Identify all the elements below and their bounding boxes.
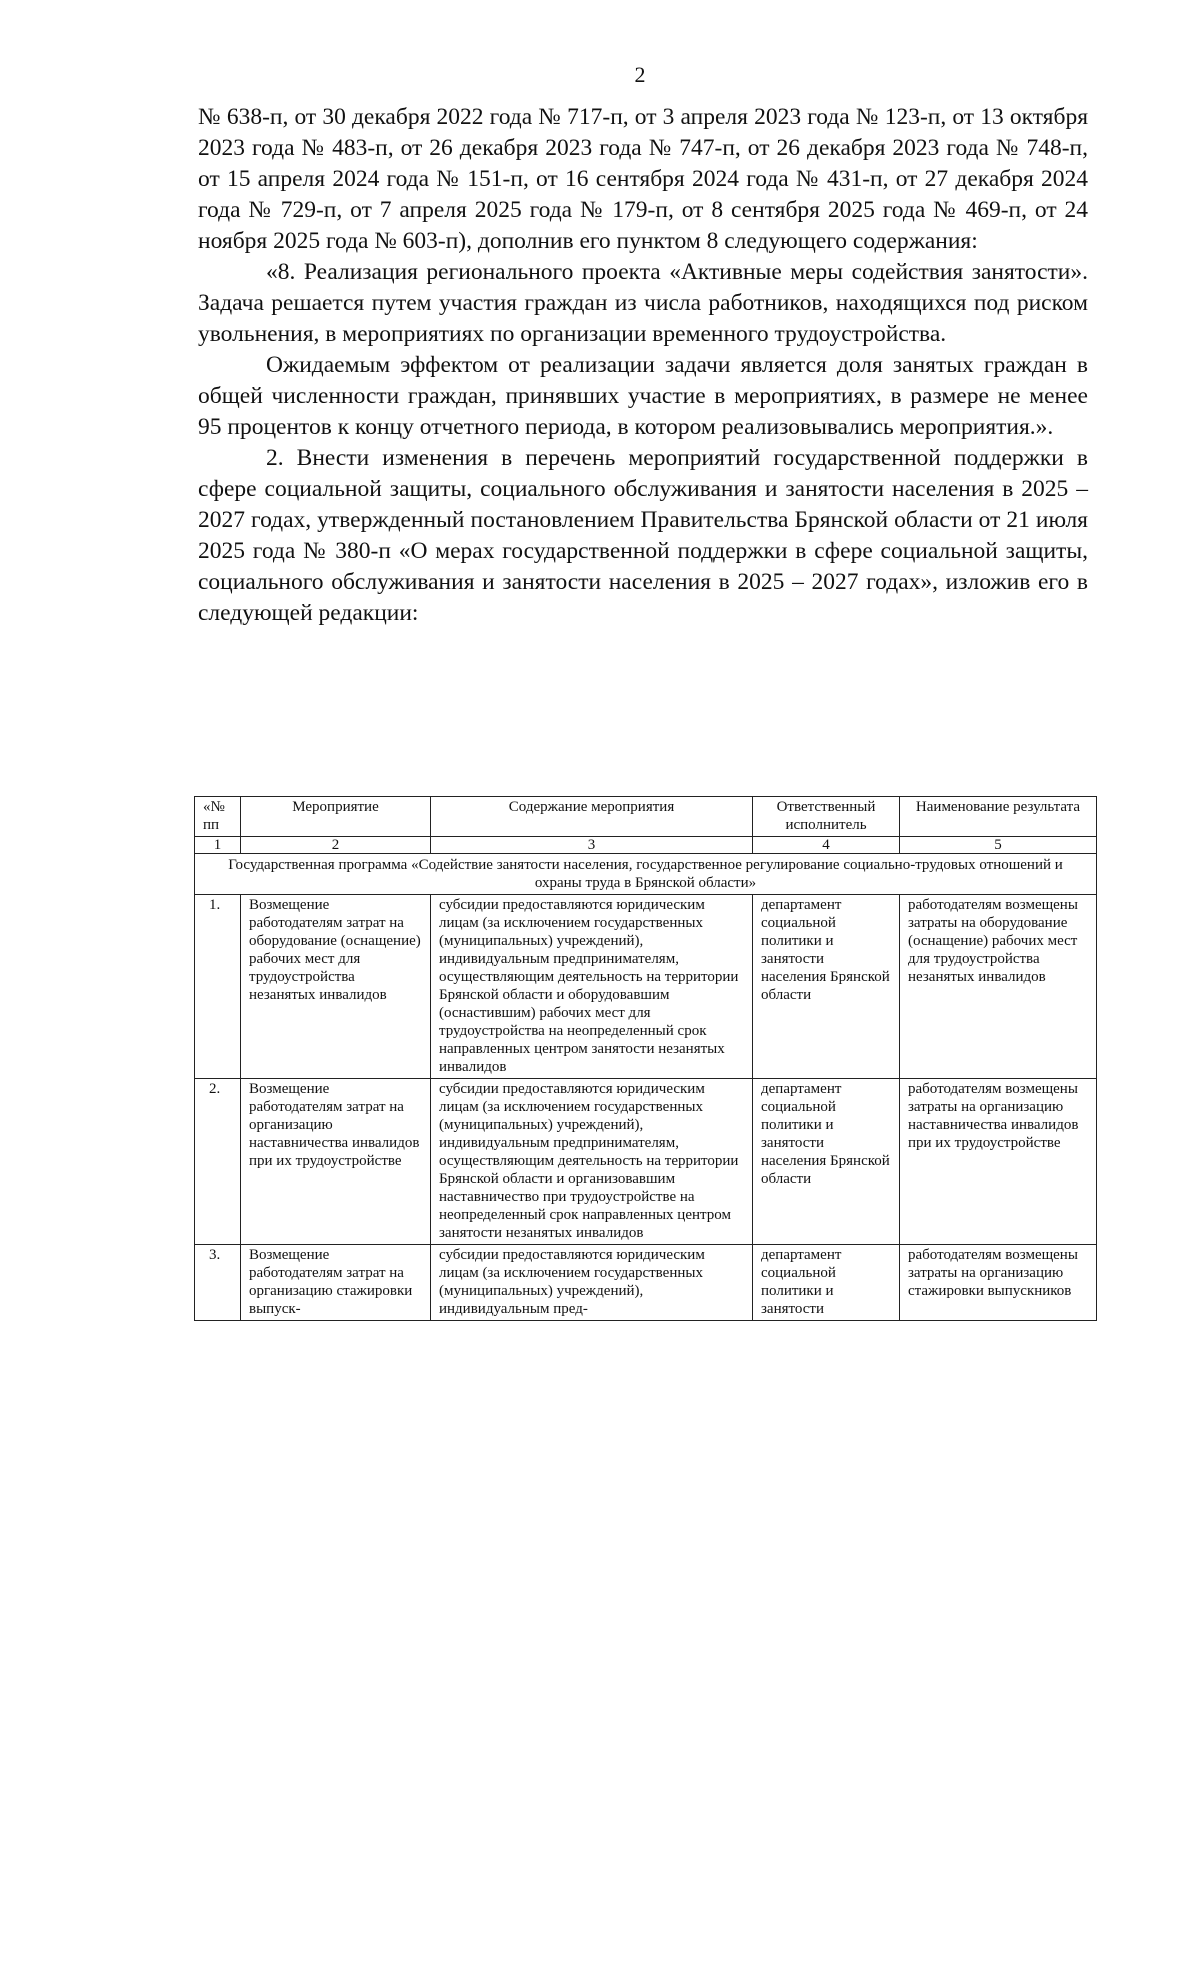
table-row — [195, 1079, 1097, 1245]
paragraph-point-8: «8. Реализация регионального проекта «Активные меры содействия занятости». Задача решается путем участия граждан из числа работников, находящихся под риском увольнения, в мероприятиях по организации временного трудоустройства. — [198, 259, 1088, 347]
row-content: субсидии предоставляются юридическим лицам (за исключением государственных (муниципальных) учреждений), индивидуальным предпринимателям, осуществляющим деятельность на территории Брянской области и оборудовавшим (оснастившим) рабочих мест для трудоустройства на неопределенный срок направленных центром занятости незанятых инвалидов — [431, 895, 753, 1079]
column-number: 5 — [900, 837, 1097, 854]
measures-table — [194, 796, 1097, 1321]
row-content: субсидии предоставляются юридическим лицам (за исключением государственных (муниципальных) учреждений), индивидуальным предпринимателям, осуществляющим деятельность на территории Брянской области и организовавшим наставничество при трудоустройстве на неопределенный срок направленных центром занятости незанятых инвалидов — [431, 1079, 753, 1245]
paragraph-expected-effect: Ожидаемым эффектом от реализации задачи является доля занятых граждан в общей численности граждан, принявших участие в мероприятиях, в размере не менее 95 процентов к концу отчетного периода, в котором реализовывались мероприятия.». — [198, 352, 1088, 440]
header-content: Содержание мероприятия — [431, 797, 753, 837]
row-measure: Возмещение работодателям затрат на организацию наставничества инвалидов при их трудоустройстве — [241, 1079, 431, 1245]
column-number: 1 — [195, 837, 241, 854]
paragraph-point-2: 2. Внести изменения в перечень мероприятий государственной поддержки в сфере социальной защиты, социального обслуживания и занятости населения в 2025 – 2027 годах, утвержденный постановлением Правительства Брянской области от 21 июля 2025 года № 380-п «О мерах государственной поддержки в сфере социальной защиты, социального обслуживания и занятости населения в 2025 – 2027 годах», изложив его в следующей редакции: — [198, 445, 1088, 626]
row-measure: Возмещение работодателям затрат на оборудование (оснащение) рабочих мест для трудоустройства незанятых инвалидов — [241, 895, 431, 1079]
row-content: субсидии предоставляются юридическим лицам (за исключением государственных (муниципальных) учреждений), индивидуальным пред- — [431, 1245, 753, 1321]
program-title-row — [195, 854, 1097, 895]
row-number: 3. — [195, 1245, 241, 1321]
table-row — [195, 895, 1097, 1079]
page-number: 2 — [634, 62, 646, 87]
paragraph-amendment-list: № 638-п, от 30 декабря 2022 года № 717-п, от 3 апреля 2023 года № 123-п, от 13 октября 2023 года № 483-п, от 26 декабря 2023 года № 747-п, от 26 декабря 2023 года № 748-п, от 15 апреля 2024 года № 151-п, от 16 сентября 2024 года № 431-п, от 27 декабря 2024 года № 729-п, от 7 апреля 2025 года № 179-п, от 8 сентября 2025 года № 469-п, от 24 ноября 2025 года № 603-п), дополнив его пунктом 8 следующего содержания: — [198, 104, 1088, 254]
table-row — [195, 1245, 1097, 1321]
document-body — [198, 102, 1088, 629]
row-measure: Возмещение работодателям затрат на организацию стажировки выпуск- — [241, 1245, 431, 1321]
row-result: работодателям возмещены затраты на оборудование (оснащение) рабочих мест для трудоустройства незанятых инвалидов — [900, 895, 1097, 1079]
row-executor: департамент социальной политики и занятости — [753, 1245, 900, 1321]
header-executor: Ответственный исполнитель — [753, 797, 900, 837]
row-result: работодателям возмещены затраты на организацию стажировки выпускников — [900, 1245, 1097, 1321]
program-title: Государственная программа «Содействие занятости населения, государственное регулирование социально-трудовых отношений и охраны труда в Брянской области» — [195, 854, 1097, 895]
table-header-row — [195, 797, 1097, 837]
column-number-row — [195, 837, 1097, 854]
column-number: 3 — [431, 837, 753, 854]
row-number: 2. — [195, 1079, 241, 1245]
row-number: 1. — [195, 895, 241, 1079]
header-result: Наименование результата — [900, 797, 1097, 837]
column-number: 4 — [753, 837, 900, 854]
row-result: работодателям возмещены затраты на организацию наставничества инвалидов при их трудоустройстве — [900, 1079, 1097, 1245]
header-measure: Мероприятие — [241, 797, 431, 837]
column-number: 2 — [241, 837, 431, 854]
header-number: «№ пп — [195, 797, 241, 837]
row-executor: департамент социальной политики и занятости населения Брянской области — [753, 1079, 900, 1245]
row-executor: департамент социальной политики и занятости населения Брянской области — [753, 895, 900, 1079]
